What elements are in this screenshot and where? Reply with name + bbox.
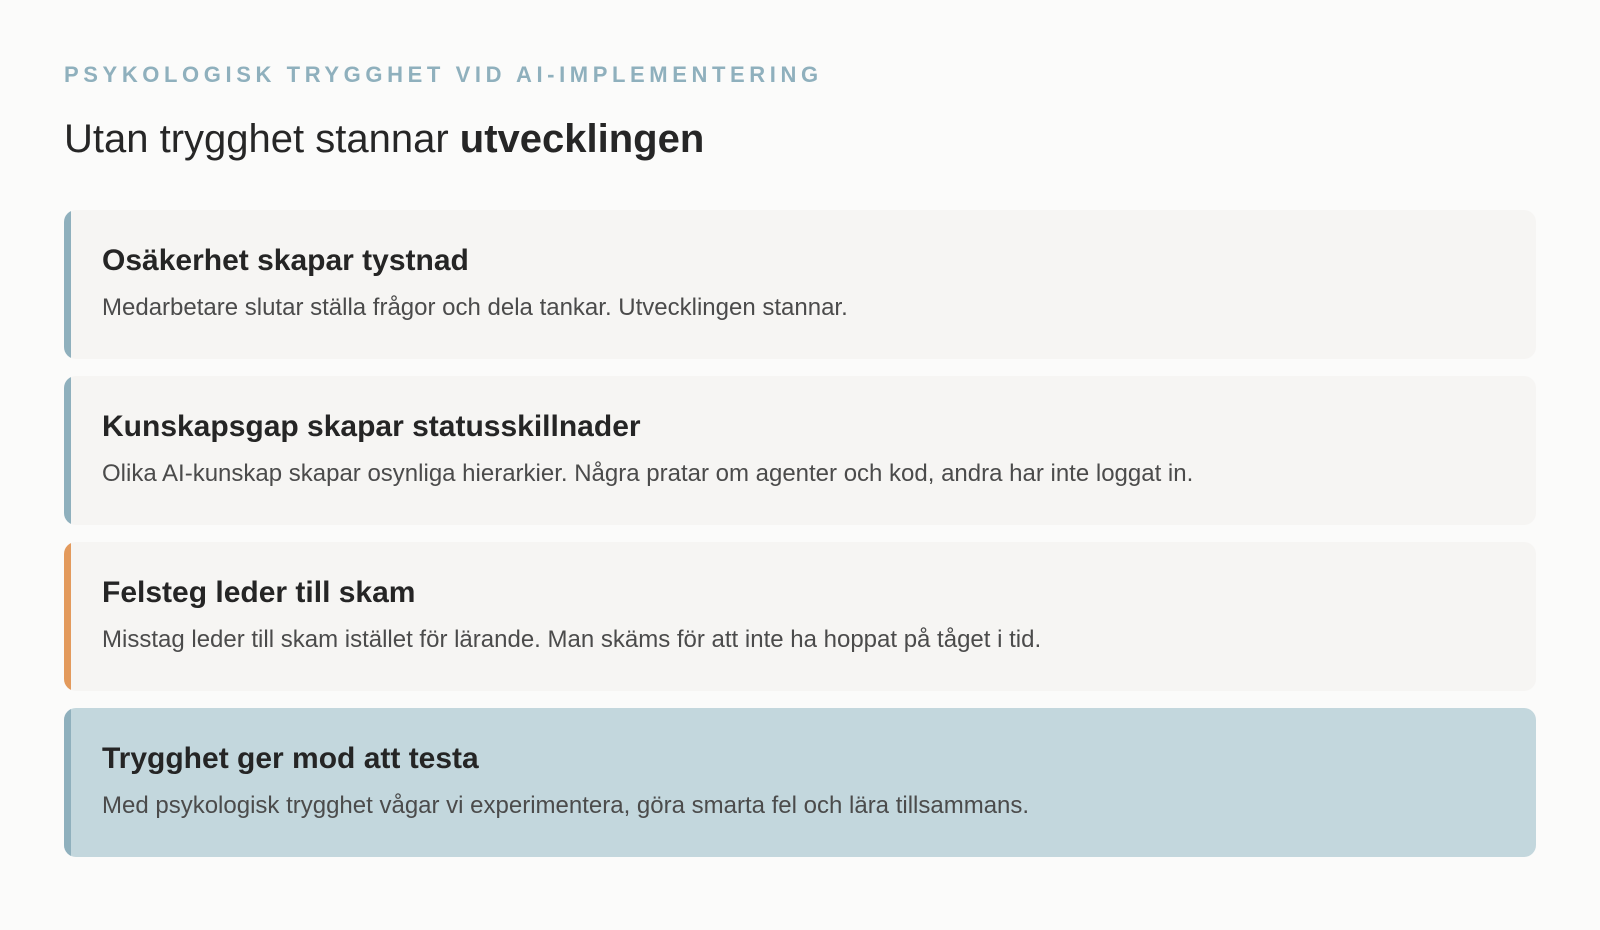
page-title bbox=[64, 117, 704, 162]
page-title-bold: utvecklingen bbox=[459, 117, 705, 161]
card-safety bbox=[64, 708, 1536, 857]
card-title: Trygghet ger mod att testa bbox=[102, 742, 479, 775]
card-body: Misstag leder till skam istället för lärande. Man skäms för att inte ha hoppat på tåget i tid. bbox=[102, 626, 1042, 653]
card-list bbox=[64, 210, 1536, 874]
eyebrow-label: PSYKOLOGISK TRYGGHET VID AI-IMPLEMENTERING bbox=[64, 62, 823, 87]
card-missteps bbox=[64, 542, 1536, 691]
card-body: Medarbetare slutar ställa frågor och dela tankar. Utvecklingen stannar. bbox=[102, 294, 848, 321]
card-title: Kunskapsgap skapar statusskillnader bbox=[102, 410, 641, 443]
card-accent-bar bbox=[64, 542, 71, 691]
card-accent-bar bbox=[64, 708, 71, 857]
card-title: Felsteg leder till skam bbox=[102, 576, 416, 609]
card-accent-bar bbox=[64, 376, 71, 525]
card-uncertainty bbox=[64, 210, 1536, 359]
card-title: Osäkerhet skapar tystnad bbox=[102, 244, 469, 277]
card-body: Olika AI-kunskap skapar osynliga hierarkier. Några pratar om agenter och kod, andra har inte loggat in. bbox=[102, 460, 1194, 487]
card-knowledge-gap bbox=[64, 376, 1536, 525]
card-body: Med psykologisk trygghet vågar vi experimentera, göra smarta fel och lära tillsammans. bbox=[102, 792, 1030, 819]
page-title-regular: Utan trygghet stannar bbox=[64, 117, 460, 161]
card-accent-bar bbox=[64, 210, 71, 359]
